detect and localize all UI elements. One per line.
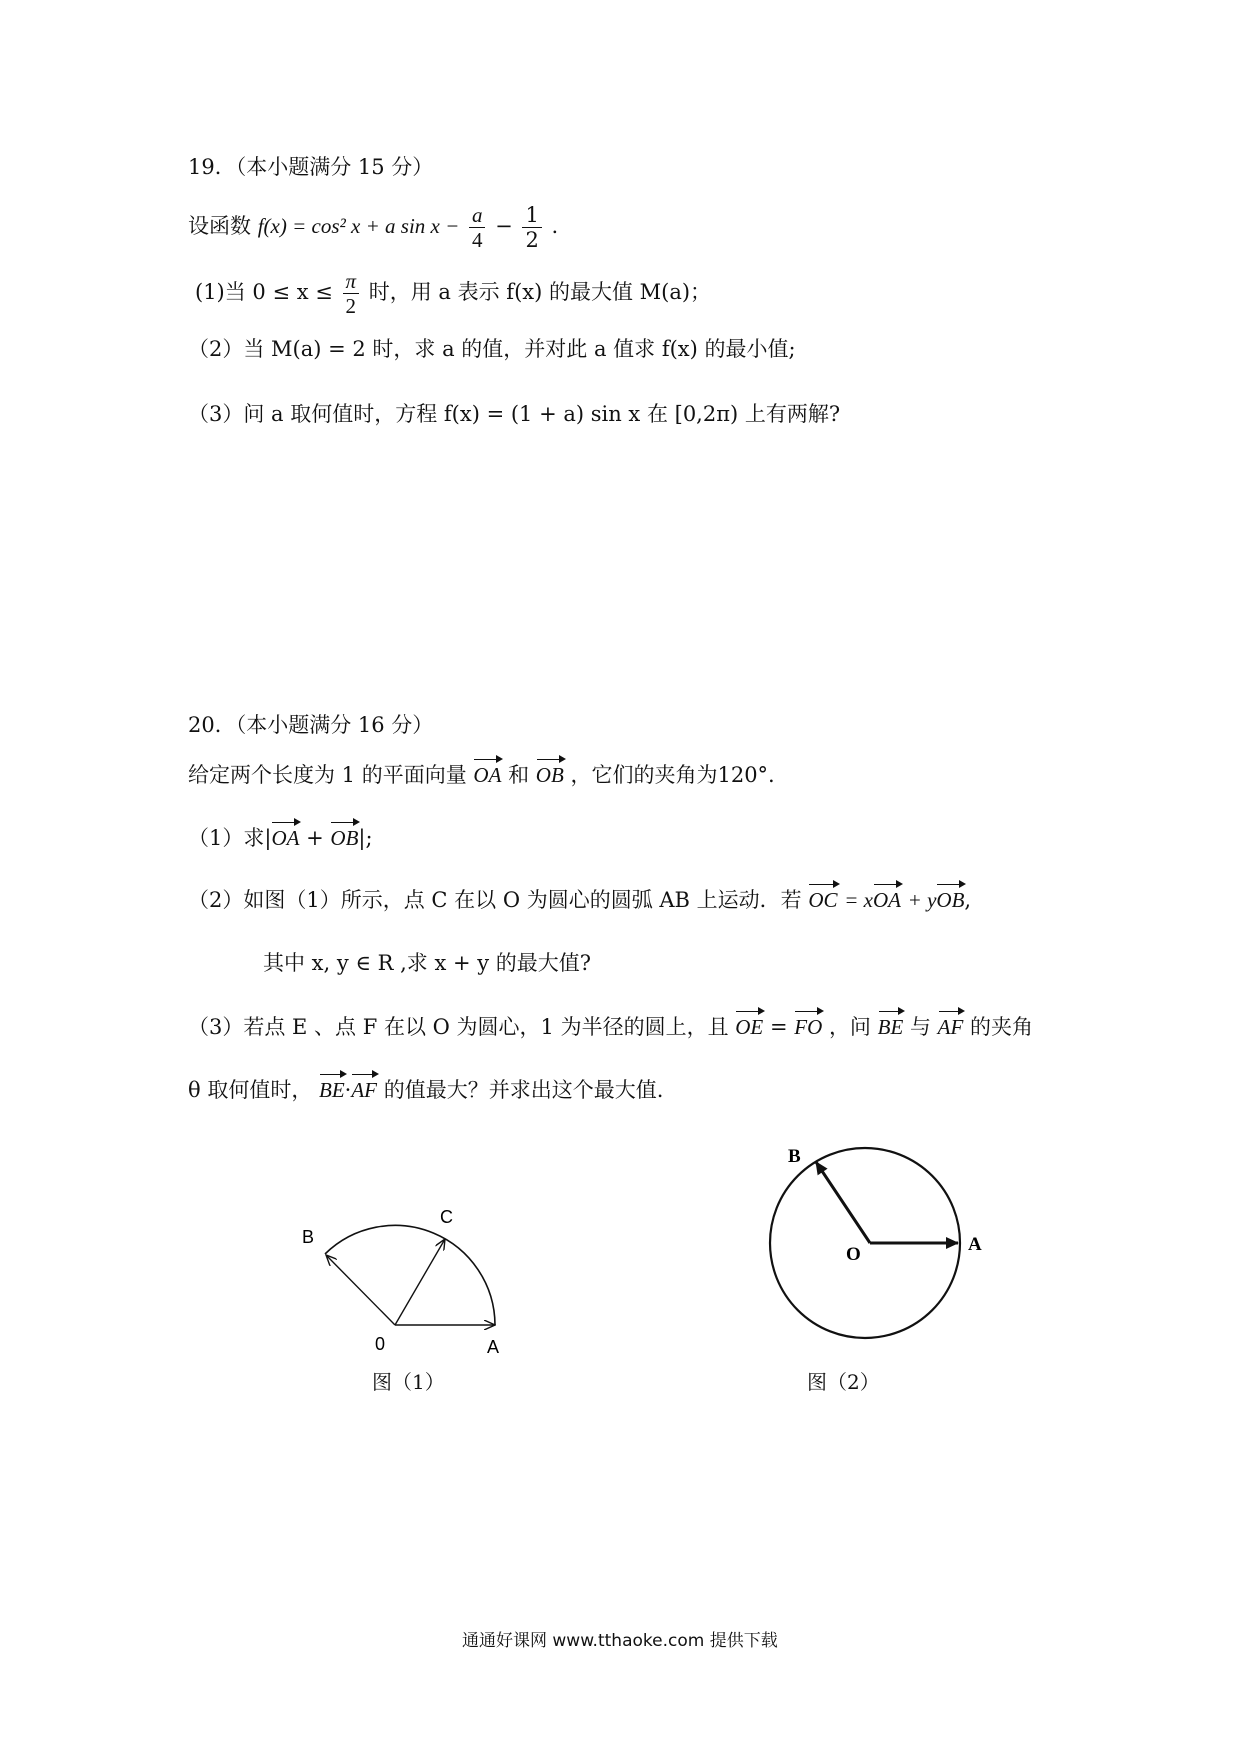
vector-AF: AF	[938, 1012, 964, 1042]
figure-1-sector-diagram	[290, 1195, 530, 1355]
footer-source-note: 通通好课网 www.tthaoke.com 提供下载	[462, 1631, 778, 1651]
vector-OB-arrow	[816, 1162, 870, 1243]
label-C: C	[440, 1207, 453, 1227]
figure-1-caption: 图（1）	[372, 1370, 445, 1394]
label-A: A	[487, 1337, 500, 1355]
arc-AB	[325, 1225, 495, 1325]
figure-2-caption: 图（2）	[807, 1370, 880, 1394]
label-B: B	[302, 1227, 315, 1247]
vector-OC: OC	[808, 885, 837, 915]
vector-OB: OB	[536, 760, 564, 790]
vector-OB-arrow	[326, 1255, 395, 1325]
label-O: 0	[375, 1334, 386, 1354]
q19-part3: （3）问 a 取何值时，方程 f(x) = (1 + a) sin x 在 [0,2π) 上有两解?	[188, 402, 841, 426]
q19-part1: (1)当 0 ≤ x ≤ $\frac{\pi}{2}$ 时，用 a 表示 f(x) 的最大值 M(a)；	[195, 269, 712, 318]
vector-OB: OB	[936, 885, 964, 915]
vector-AF: AF	[351, 1075, 377, 1105]
vector-BE: BE	[319, 1075, 345, 1105]
q20-header: 20．（本小题满分 16 分）	[188, 713, 434, 737]
q19-stem: 设函数 f(x) = cos² x + a sin x − $\frac{a}{4}$ − $\frac{1}{2}$ .	[188, 203, 559, 252]
vector-BE: BE	[878, 1012, 904, 1042]
q20-part3-line2: θ 取何值时， BE·AF 的值最大？并求出这个最大值.	[188, 1075, 663, 1105]
q20-part2-line2: 其中 x, y ∈ R ,求 x + y 的最大值?	[263, 951, 592, 975]
label-O: O	[846, 1244, 861, 1265]
vector-OE: OE	[735, 1012, 763, 1042]
label-B: B	[788, 1146, 801, 1167]
vector-OA: OA	[873, 885, 901, 915]
figure-2-circle-diagram	[760, 1140, 1000, 1350]
q20-stem: 给定两个长度为 1 的平面向量 OA 和 OB ，它们的夹角为120°.	[188, 760, 775, 790]
vector-OB: OB	[330, 823, 358, 853]
vector-OC-arrow	[395, 1239, 445, 1325]
vector-OA: OA	[473, 760, 501, 790]
label-A: A	[968, 1234, 982, 1255]
q20-part1: （1）求|OA + OB|;	[188, 823, 373, 853]
q19-part2: （2）当 M(a) = 2 时，求 a 的值，并对此 a 值求 f(x) 的最小值;	[188, 337, 796, 361]
vector-OA: OA	[271, 823, 299, 853]
q19-header: 19．（本小题满分 15 分）	[188, 155, 434, 179]
q20-part2: （2）如图（1）所示，点 C 在以 O 为圆心的圆弧 AB 上运动．若 OC = xOA + yOB,	[188, 885, 971, 915]
q20-part3: （3）若点 E 、点 F 在以 O 为圆心，1 为半径的圆上，且 OE = FO ，问 BE 与 AF 的夹角	[188, 1012, 1033, 1042]
vector-FO: FO	[794, 1012, 822, 1042]
